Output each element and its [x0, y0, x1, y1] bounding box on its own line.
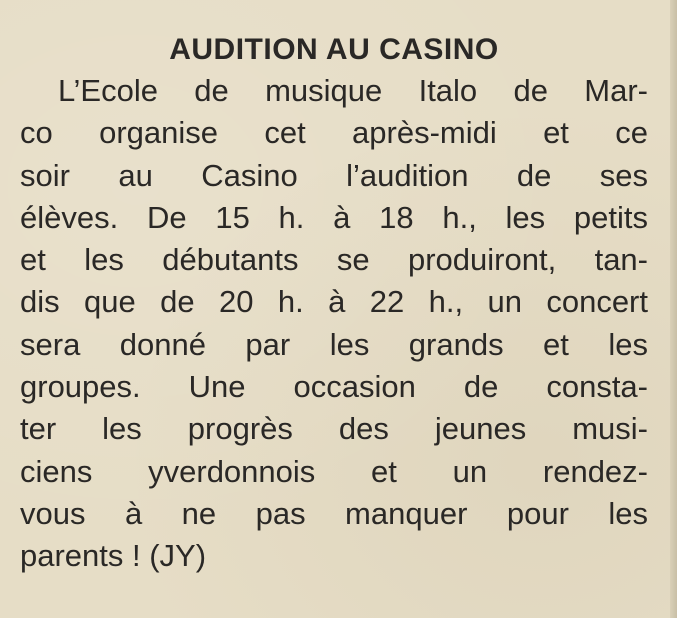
article-line-12: parents ! (JY) [20, 538, 207, 574]
article-line-4: élèves. De 15 h. à 18 h., les petits [20, 199, 648, 235]
article-line-1: L’Ecole de musique Italo de Mar- [58, 73, 648, 108]
article-line-9: ter les progrès des jeunes musi- [20, 411, 648, 447]
article [20, 30, 648, 578]
article-headline: AUDITION AU CASINO [169, 33, 499, 66]
article-line-7: sera donné par les grands et les [20, 326, 648, 362]
article-line-6: dis que de 20 h. à 22 h., un concert [20, 284, 648, 320]
article-line-11: vous à ne pas manquer pour les [20, 495, 648, 531]
article-line-8: groupes. Une occasion de consta- [20, 369, 648, 405]
article-line-3: soir au Casino l’audition de ses [20, 157, 648, 193]
article-line-5: et les débutants se produiront, tan- [20, 242, 648, 278]
column-edge [670, 0, 677, 618]
article-body [20, 70, 648, 578]
article-line-10: ciens yverdonnois et un rendez- [20, 453, 648, 489]
article-line-2: co organise cet après-midi et ce [20, 115, 648, 151]
